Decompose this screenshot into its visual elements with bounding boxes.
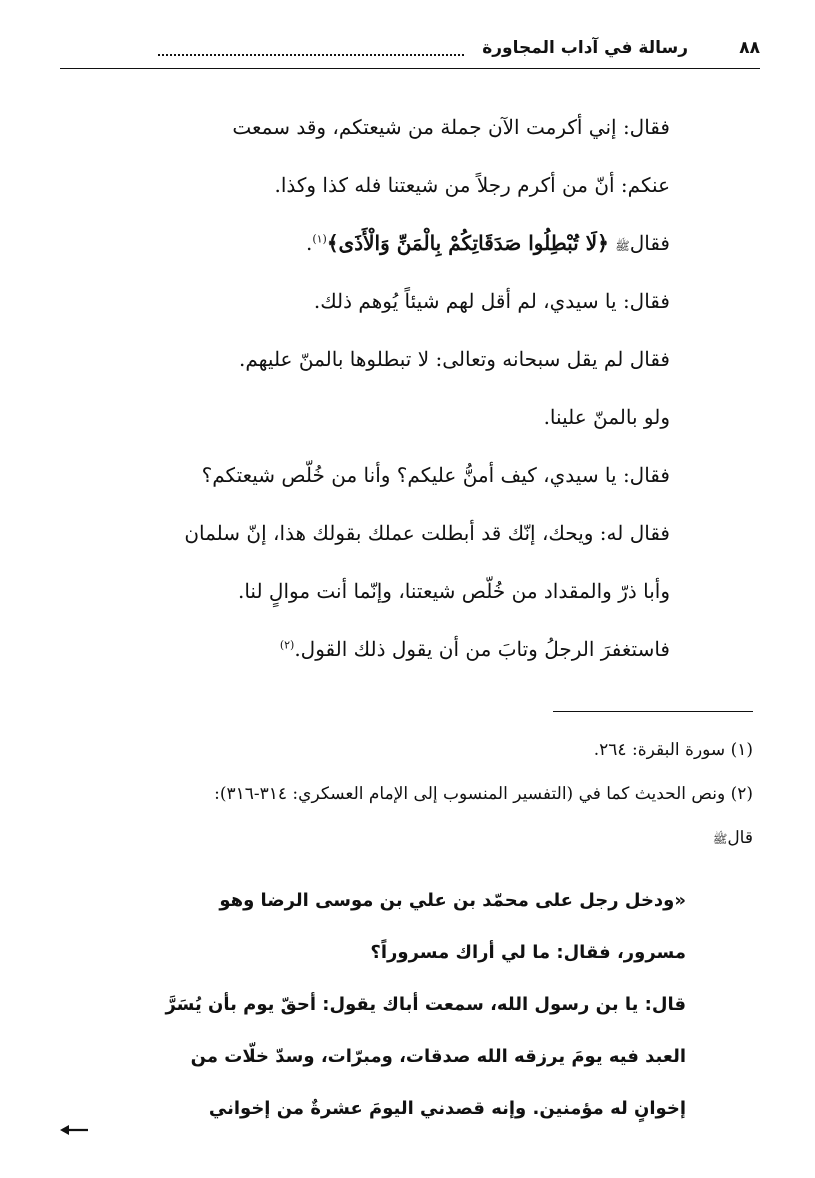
body-line-last (150, 620, 670, 678)
footnote-ref-2: (٢) (279, 638, 295, 652)
body-line: فقال لم يقل سبحانه وتعالى: لا تبطلوها بالمنّ عليهم. (239, 347, 670, 371)
running-header (60, 36, 760, 69)
salawat-mark: ﷺ (712, 832, 728, 846)
footnote-1: (١) سورة البقرة: ٢٦٤. (593, 740, 753, 760)
body-line-text: فاستغفرَ الرجلُ وتابَ من أن يقول ذلك القول. (294, 637, 670, 661)
body-line: فقال: إني أكرمت الآن جملة من شيعتكم، وقد سمعت (232, 115, 670, 139)
quran-verse: ﴿لَا تُبْطِلُوا صَدَقَاتِكُمْ بِالْمَنِّ وَالْأَذَى﴾ (326, 231, 609, 255)
hadith-quote (106, 875, 686, 1135)
body-line: فقال: يا سيدي، كيف أمنُّ عليكم؟ وأنا من خُلّص شيعتكم؟ (201, 463, 670, 487)
salawat-mark: ﷺ (615, 239, 630, 253)
body-line: وأبا ذرّ والمقداد من خُلّص شيعتنا، وإنّما أنت موالٍ لنا. (237, 579, 670, 603)
running-title: رسالة في آداب المجاورة (482, 38, 688, 58)
quote-line: مسرور، فقال: ما لي أراك مسروراً؟ (370, 942, 686, 963)
footnotes (53, 728, 753, 860)
quote-line: «ودخل رجل على محمّد بن علي بن موسى الرضا وهو (219, 890, 686, 911)
quote-line: قال: يا بن رسول الله، سمعت أباك يقول: أحقّ يوم بأن يُسَرَّ (165, 994, 686, 1015)
footnote-qala-text: قال (727, 828, 753, 848)
body-line: ولو بالمنّ علينا. (543, 405, 670, 429)
main-text (150, 98, 670, 678)
body-line: فقال: يا سيدي، لم أقل لهم شيئاً يُوهم ذلك. (313, 289, 670, 313)
quote-line: إخوانٍ له مؤمنين. وإنه قصدني اليومَ عشرةٌ من إخواني (208, 1098, 686, 1119)
body-line-verse (150, 214, 670, 272)
continuation-arrow-icon (60, 1122, 90, 1138)
body-line: عنكم: أنّ من أكرم رجلاً من شيعتنا فله كذا وكذا. (274, 173, 670, 197)
quote-line: العبد فيه يومَ يرزقه الله صدقات، ومبرّات، وسدّ خلّات من (190, 1046, 686, 1067)
page-number: ٨٨ (739, 38, 760, 58)
footnote-ref-1: (١) (312, 232, 327, 246)
footnote-2-qala (53, 816, 753, 860)
footnote-2: (٢) ونص الحديث كما في (التفسير المنسوب إلى الإمام العسكري: ٣١٤-٣١٦): (214, 784, 753, 804)
line-end-period: . (305, 231, 313, 255)
body-line-label: فقال (629, 231, 670, 255)
footnote-separator (553, 711, 753, 712)
body-line: فقال له: ويحك، إنّك قد أبطلت عملك بقولك هذا، إنّ سلمان (184, 521, 670, 545)
header-leader-dots (158, 54, 464, 56)
